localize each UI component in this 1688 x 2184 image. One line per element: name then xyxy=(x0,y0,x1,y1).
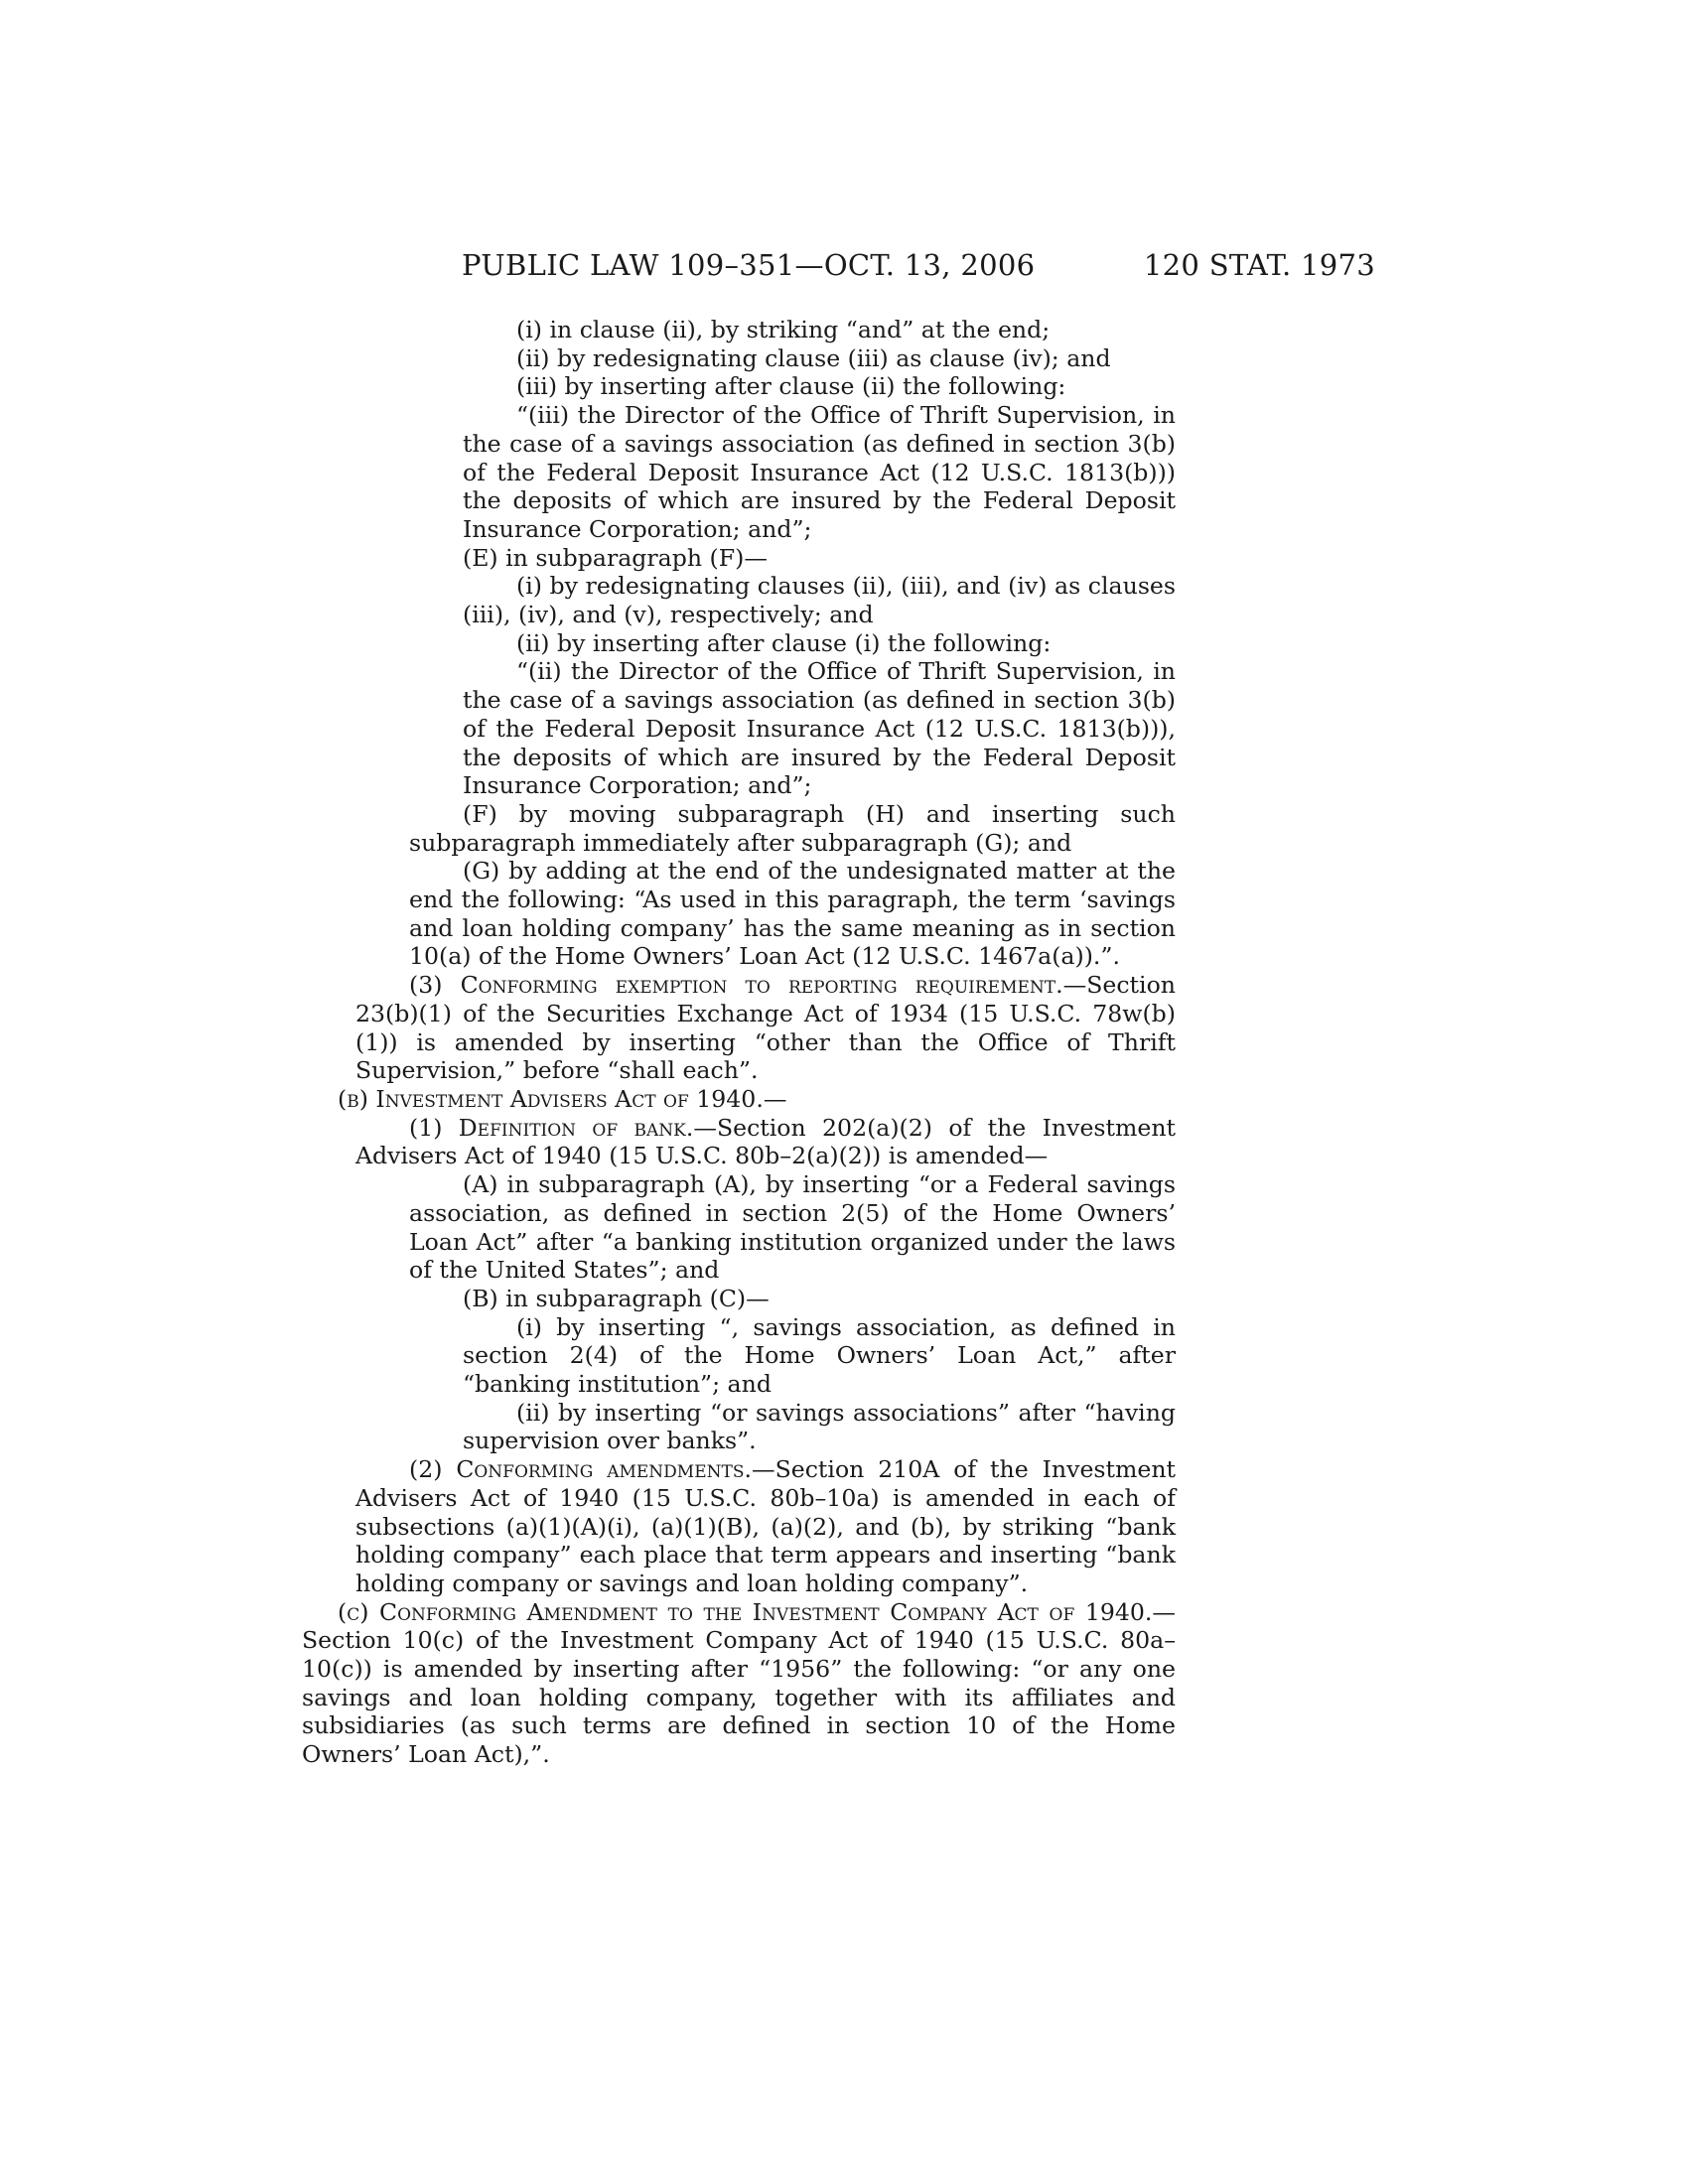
clause-i-redesignate-clauses: (i) by redesignating clauses (ii), (iii), and (iv) as clauses (iii), (iv), and (v), respectively; and xyxy=(463,572,1176,629)
subparagraph-a-insert: (A) in subparagraph (A), by inserting “or a Federal savings association, as defined in section 2(5) of the Home Owners’ Loan Act” after “a banking institution organized under the laws of the United States”; and xyxy=(409,1170,1176,1285)
page-header xyxy=(462,248,1375,288)
paragraph-3-conforming-exemption xyxy=(302,971,1176,1085)
paragraph-2-conforming-amendments xyxy=(302,1455,1176,1598)
paragraph-2-text: Section 210A of the Investment Advisers Act of 1940 (15 U.S.C. 80b–10a) is amended in each of subsections (a)(1)(A)(i), (a)(1)(B), (a)(2), and (b), by striking “bank holding company” each place that term appears and inserting “bank holding company or savings and loan holding company”. xyxy=(355,1455,1177,1597)
paragraph-3-text: Section 23(b)(1) of the Securities Exchange Act of 1934 (15 U.S.C. 78w(b)(1)) is amended by inserting “other than the Office of Thrift Supervision,” before “shall each”. xyxy=(355,971,1176,1085)
clause-i-savings-association: (i) by inserting “, savings association, as defined in section 2(4) of the Home Owners’ Loan Act,” after “banking institution”; and xyxy=(463,1312,1176,1399)
subsection-b-heading: (b) Investment Advisers Act of 1940.— xyxy=(338,1084,787,1113)
clause-ii-savings-associations: (ii) by inserting “or savings associations” after “having supervision over banks”. xyxy=(463,1398,1176,1455)
statute-page-number: 120 STAT. 1973 xyxy=(1143,248,1375,282)
inserted-clause-ii-text: “(ii) the Director of the Office of Thrift Supervision, in the case of a savings association (as defined in section 3(b) of the Federal Deposit Insurance Act (12 U.S.C. 1813(b))), the deposits of which are insured by the Federal Deposit Insurance Corporation; and”; xyxy=(463,657,1176,800)
subparagraph-e: (E) in subparagraph (F)— xyxy=(463,543,768,572)
clause-ii-insert-after: (ii) by inserting after clause (i) the following: xyxy=(516,628,1052,657)
clause-i-strike-and: (i) in clause (ii), by striking “and” at the end; xyxy=(516,316,1051,343)
subsection-b-heading-line xyxy=(302,1085,1176,1114)
document-body xyxy=(302,316,1176,1769)
paragraph-1-text: Section 202(a)(2) of the Investment Advisers Act of 1940 (15 U.S.C. 80b–2(a)(2)) is amended— xyxy=(355,1113,1177,1170)
subsection-c-text: Section 10(c) of the Investment Company Act of 1940 (15 U.S.C. 80a–10(c)) is amended by inserting after “1956” the following: “or any one savings and loan holding company, together with its affiliates and subsidiaries (as such terms are defined in section 10 of the Home Owners’ Loan Act),”. xyxy=(302,1626,1176,1769)
paragraph-1-definition-of-bank xyxy=(302,1114,1176,1170)
paragraph-3-heading: (3) Conforming exemption to reporting requirement.— xyxy=(409,971,1087,1000)
subparagraph-b: (B) in subparagraph (C)— xyxy=(463,1284,770,1312)
paragraph-2-heading: (2) Conforming amendments.— xyxy=(409,1455,775,1484)
paragraph-1-heading: (1) Definition of bank.— xyxy=(409,1113,717,1142)
inserted-clause-iii-text: “(iii) the Director of the Office of Thrift Supervision, in the case of a savings association (as defined in section 3(b) of the Federal Deposit Insurance Act (12 U.S.C. 1813(b))) the deposits of which are insured by the Federal Deposit Insurance Corporation; and”; xyxy=(463,401,1176,543)
clause-iii-insert: (iii) by inserting after clause (ii) the following: xyxy=(516,372,1066,401)
subparagraph-f-move: (F) by moving subparagraph (H) and inserting such subparagraph immediately after subparagraph (G); and xyxy=(409,799,1176,857)
subsection-c-conforming-amendment xyxy=(302,1598,1176,1769)
public-law-citation: PUBLIC LAW 109–351—OCT. 13, 2006 xyxy=(462,248,1036,282)
clause-ii-redesignate: (ii) by redesignating clause (iii) as clause (iv); and xyxy=(516,343,1111,372)
subparagraph-g-add: (G) by adding at the end of the undesignated matter at the end the following: “As used in this paragraph, the term ‘savings and loan holding company’ has the same meaning as in section 10(a) of the Home Owners’ Loan Act (12 U.S.C. 1467a(a)).”. xyxy=(409,857,1176,971)
subsection-c-heading: (c) Conforming Amendment to the Investment Company Act of 1940.— xyxy=(338,1597,1176,1626)
